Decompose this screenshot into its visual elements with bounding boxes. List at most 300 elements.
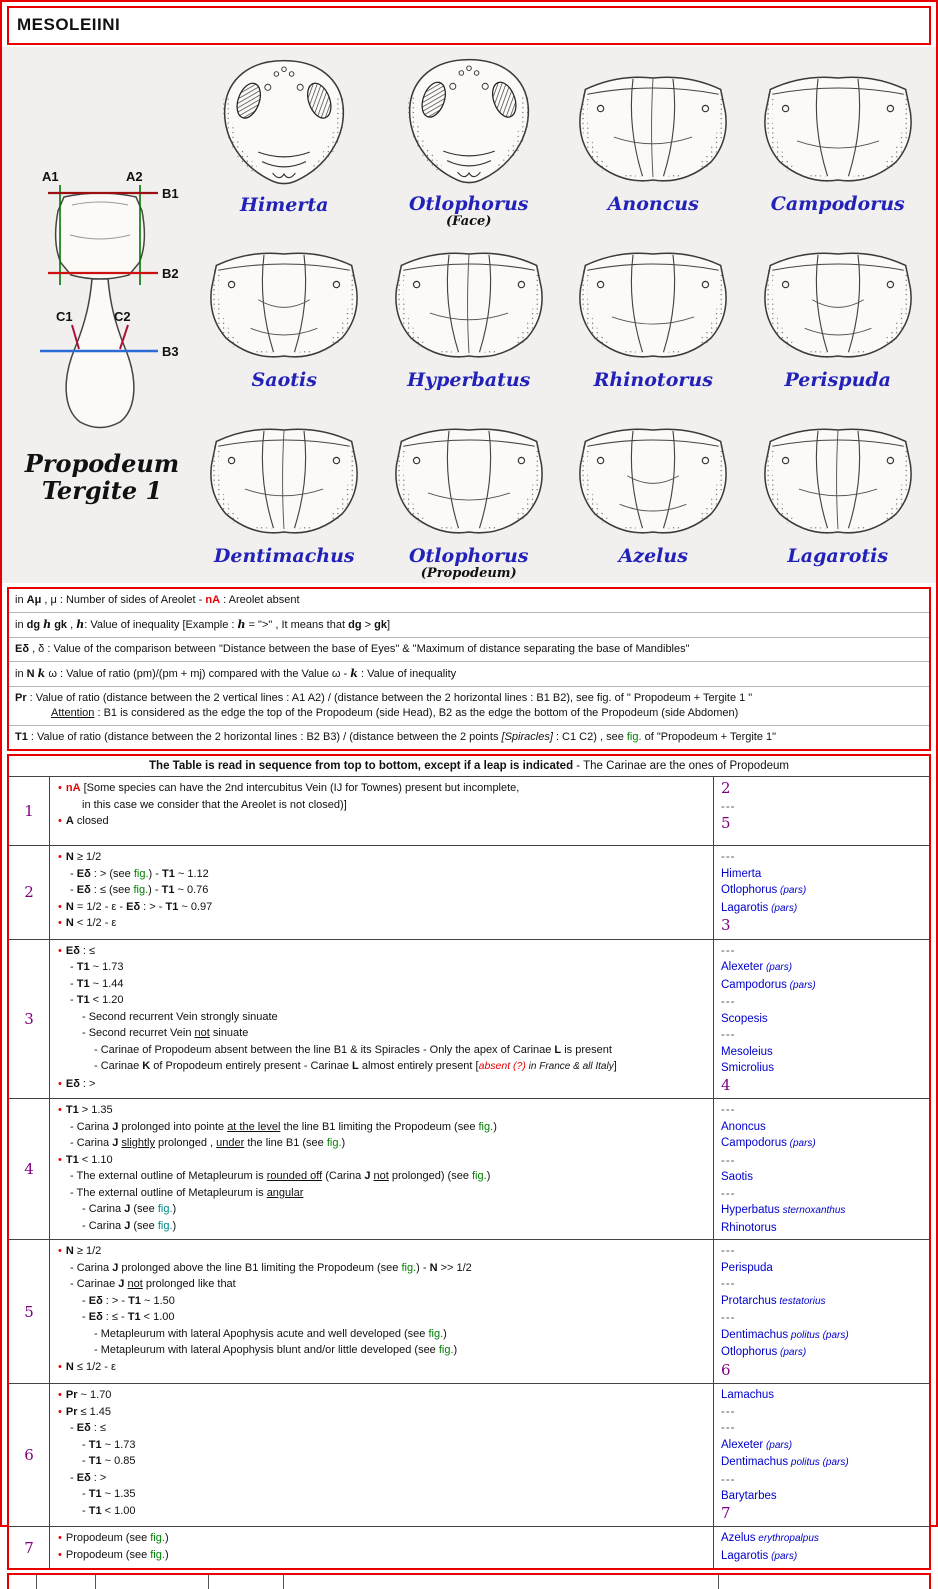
text-segment: < 1.10 <box>78 1153 113 1166</box>
figure-cell-otlophorus <box>377 53 562 229</box>
propodeum-diagram <box>12 53 192 581</box>
text-segment: - The external outline of Metapleurum is <box>70 1170 267 1182</box>
text-segment: under <box>216 1137 245 1149</box>
text-segment: - Carina <box>70 1120 113 1133</box>
genus-line <box>721 1243 927 1260</box>
text-segment: Eδ <box>76 867 91 880</box>
criteria-line <box>52 1260 709 1277</box>
genus-epithet[interactable]: politus (pars) <box>788 1329 849 1341</box>
figure-grid <box>12 53 930 581</box>
text-segment: angular <box>266 1186 304 1199</box>
genus-link[interactable]: Lagarotis <box>721 1549 769 1562</box>
fig-link[interactable]: fig. <box>326 1137 342 1149</box>
genus-line <box>721 943 927 960</box>
diagram-label-c2: C2 <box>114 309 131 324</box>
page-title: MESOLEIINI <box>17 15 121 34</box>
text-segment: ) <box>172 1219 177 1232</box>
fig-link[interactable]: fig. <box>478 1120 494 1133</box>
figure-cell-saotis <box>192 229 377 405</box>
text-segment: : > <box>79 1077 96 1090</box>
row-number: 5 <box>9 1240 50 1383</box>
bullet-icon: • <box>58 917 62 929</box>
text-segment: ) <box>493 1120 497 1133</box>
criteria-line <box>52 1152 709 1169</box>
text-segment: ~ 1.50 <box>140 1294 175 1307</box>
fig-link[interactable]: fig. <box>157 1203 173 1215</box>
text-segment: ~ 0.76 <box>174 884 209 896</box>
text-segment: Aμ <box>26 594 42 606</box>
insect-head-drawing <box>388 52 550 194</box>
genus-link[interactable]: Lagarotis <box>721 901 769 914</box>
text-segment: prolonged) (see <box>388 1170 472 1182</box>
text-segment: K <box>142 1060 151 1072</box>
genus-link[interactable]: Saotis <box>721 1171 753 1183</box>
genus-link[interactable]: Azelus <box>721 1532 756 1544</box>
text-segment: almost entirely present [ <box>358 1060 479 1072</box>
text-segment: Pr <box>65 1405 78 1418</box>
genus-line <box>721 882 927 900</box>
criteria-line <box>52 1243 709 1260</box>
genus-line <box>721 866 927 883</box>
text-segment: >> 1/2 <box>437 1261 472 1274</box>
genus-line <box>721 1011 927 1028</box>
text-segment: in this case we consider that the Areolet is not closed)] <box>82 798 347 811</box>
fig-link[interactable]: fig. <box>150 1532 165 1544</box>
stub-divider <box>718 1575 719 1589</box>
criteria-line <box>52 959 709 976</box>
genus-cell <box>714 1240 929 1383</box>
dash-placeholder: --- <box>721 1473 736 1486</box>
text-segment: closed <box>73 815 109 827</box>
text-segment: ) - <box>416 1261 430 1274</box>
leap-number: 3 <box>721 916 731 934</box>
genus-line <box>721 1454 927 1472</box>
text-segment: N <box>429 1261 438 1274</box>
fig-link[interactable]: fig. <box>133 884 149 896</box>
text-segment: A <box>65 815 74 827</box>
text-segment: absent (?) <box>478 1060 526 1072</box>
genus-line <box>721 1293 927 1311</box>
text-segment: N <box>65 1245 74 1257</box>
criteria-line <box>52 1503 709 1520</box>
genus-line <box>721 900 927 918</box>
insect-propodeum-drawing <box>388 416 550 546</box>
bullet-icon: • <box>58 815 62 827</box>
text-segment: - Carina <box>82 1203 125 1215</box>
text-segment: in <box>15 668 27 680</box>
genus-link[interactable]: Barytarbes <box>721 1490 777 1502</box>
text-segment: = 1/2 - ε - <box>73 900 127 913</box>
figure-cell-himerta <box>192 53 377 229</box>
text-segment: - <box>70 867 77 880</box>
text-segment: > <box>361 619 375 631</box>
text-segment: : ≤ <box>79 944 96 957</box>
figure-label: Otlophorus <box>408 545 529 567</box>
criteria-line <box>52 1437 709 1454</box>
criteria-cell <box>50 940 714 1099</box>
figure-cell-campodorus <box>746 53 931 229</box>
leap-number: 7 <box>721 1503 731 1522</box>
figure-cell-anoncus <box>561 53 746 229</box>
text-segment: prolonged like that <box>142 1278 236 1290</box>
text-segment: - <box>82 1438 89 1451</box>
text-segment: rounded off <box>266 1170 323 1182</box>
criteria-line <box>52 1102 709 1119</box>
text-segment: N <box>65 1360 74 1373</box>
diagram-label-c1: C1 <box>56 309 73 324</box>
criteria-line <box>52 1326 709 1343</box>
legend-line <box>15 593 923 608</box>
bullet-icon: • <box>58 1389 62 1401</box>
criteria-line <box>52 943 709 960</box>
key-row <box>9 939 929 1099</box>
text-segment: - <box>70 884 77 896</box>
genus-line <box>721 917 927 936</box>
text-segment: dg <box>348 619 362 631</box>
legend-line <box>15 617 923 633</box>
genus-link[interactable]: Campodorus <box>721 978 787 991</box>
genus-link[interactable]: Scopesis <box>721 1012 768 1025</box>
criteria-line <box>52 780 709 797</box>
text-segment: prolonged into pointe <box>118 1120 228 1133</box>
criteria-line <box>52 882 709 899</box>
text-segment: - <box>82 1504 89 1517</box>
text-segment: - <box>70 1471 77 1484</box>
text-segment: : C1 C2) , see <box>552 731 627 743</box>
dash-placeholder: --- <box>721 800 736 813</box>
text-segment: - <box>70 1422 77 1434</box>
text-segment: T1 <box>88 1488 102 1500</box>
genus-epithet[interactable]: erythropalpus <box>755 1533 819 1544</box>
bullet-icon: • <box>58 1153 62 1166</box>
genus-epithet[interactable]: (pars) <box>777 885 807 896</box>
leap-number: 4 <box>721 1075 731 1094</box>
diagram-caption-line2: Tergite 1 <box>41 476 163 505</box>
text-segment: gk <box>54 619 68 631</box>
text-segment: of "Propodeum + Tergite 1" <box>641 731 777 743</box>
dash-placeholder: --- <box>721 1405 736 1418</box>
row-number: 6 <box>9 1384 50 1526</box>
key-row <box>9 1239 929 1383</box>
genus-epithet[interactable]: (pars) <box>768 902 798 914</box>
text-segment: ~ 0.97 <box>178 900 213 913</box>
figure-label: Campodorus <box>770 193 905 215</box>
text-segment: ] <box>613 1060 617 1072</box>
genus-link[interactable]: Dentimachus <box>721 1328 789 1341</box>
row-number: 4 <box>9 1099 50 1239</box>
text-segment: in France & all Italy <box>525 1061 614 1072</box>
genus-line <box>721 1505 927 1524</box>
text-segment: Propodeum (see <box>65 1532 151 1544</box>
legend-line <box>15 666 923 682</box>
fig-link[interactable]: fig. <box>626 731 642 743</box>
text-segment: Eδ <box>65 1077 80 1090</box>
genus-link[interactable]: Alexeter <box>721 1438 764 1451</box>
text-segment: (see <box>130 1219 158 1232</box>
genus-link[interactable]: Anoncus <box>721 1120 766 1133</box>
text-segment: Eδ <box>65 944 80 957</box>
criteria-cell <box>50 846 714 939</box>
genus-link[interactable]: Otlophorus <box>721 1346 778 1358</box>
genus-line <box>721 780 927 799</box>
criteria-line <box>52 1404 709 1421</box>
table-header <box>9 756 929 777</box>
text-segment: : Value of ratio (distance between the 2 horizontal lines : B2 B3) / (distance between the 2 points <box>27 731 502 743</box>
bullet-icon: • <box>58 1405 62 1418</box>
key-row <box>9 1526 929 1568</box>
text-segment: : ≤ <box>90 1422 106 1434</box>
text-segment: > 1.35 <box>78 1104 113 1116</box>
criteria-line <box>52 1076 709 1093</box>
genus-cell <box>714 1099 929 1239</box>
genus-epithet[interactable]: politus (pars) <box>788 1457 849 1468</box>
text-segment: : Value of ratio (distance between the 2 vertical lines : A1 A2) / (distance between the 2 horizontal lines : B1 B2), see fig. of " Propodeum + Tergite 1 " <box>26 692 753 704</box>
text-segment: slightly <box>121 1137 155 1149</box>
legend-box <box>7 587 931 751</box>
criteria-line <box>52 1453 709 1470</box>
fig-link[interactable]: fig. <box>150 1548 165 1561</box>
text-segment: J <box>118 1278 125 1290</box>
genus-link[interactable]: Otlophorus <box>721 884 778 896</box>
text-segment: ~ 1.70 <box>77 1389 112 1401</box>
genus-line <box>721 1044 927 1061</box>
text-segment: gk <box>374 619 387 631</box>
dash-placeholder: --- <box>721 1278 736 1290</box>
genus-line <box>721 1027 927 1044</box>
figure-cell-perispuda <box>746 229 931 405</box>
fig-link[interactable]: fig. <box>157 1219 173 1232</box>
genus-link[interactable]: Campodorus <box>721 1137 787 1149</box>
text-segment: Eδ <box>88 1294 103 1307</box>
text-segment: the line B1 limiting the Propodeum (see <box>280 1120 479 1133</box>
criteria-line <box>52 866 709 883</box>
figure-cell-hyperbatus <box>377 229 562 405</box>
criteria-line <box>52 1530 709 1547</box>
text-segment: Eδ <box>76 884 91 896</box>
text-segment: - <box>82 1488 89 1500</box>
criteria-line <box>52 1201 709 1218</box>
text-segment: ) <box>341 1137 346 1149</box>
leap-number: 2 <box>721 779 731 797</box>
text-segment: ) <box>443 1327 447 1340</box>
genus-link[interactable]: Protarchus <box>721 1294 777 1307</box>
text-segment: J <box>124 1203 131 1215</box>
text-segment: , μ : Number of sides of Areolet - <box>41 594 206 606</box>
genus-link[interactable]: Lamachus <box>721 1389 775 1401</box>
table-header-bold: The Table is read in sequence from top to bottom, except if a leap is indicated <box>149 760 574 772</box>
genus-line <box>721 1437 927 1455</box>
text-segment: ≤ 1/2 - ε <box>73 1360 116 1373</box>
genus-line <box>721 1548 927 1566</box>
legend-line <box>15 706 923 721</box>
text-segment: , δ : Value of the comparison between "Distance between the base of Eyes" & "Maximum of distance separating the base of Mandibles" <box>29 643 690 655</box>
genus-epithet[interactable]: (pars) <box>786 979 816 991</box>
stub-divider <box>208 1575 209 1589</box>
fig-link[interactable]: fig. <box>438 1344 454 1356</box>
genus-epithet[interactable]: (pars) <box>786 1138 816 1149</box>
text-segment: : B1 is considered as the edge the top of the Propodeum (side Head), B2 as the edge the bottom of the Propodeum (side Abdomen) <box>94 707 739 719</box>
genus-line <box>721 1260 927 1277</box>
criteria-line <box>52 813 709 830</box>
text-segment: (Carina <box>322 1170 365 1182</box>
fig-link[interactable]: fig. <box>401 1261 417 1274</box>
criteria-cell <box>50 1527 714 1568</box>
text-segment: ) <box>164 1532 169 1544</box>
figure-label: Dentimachus <box>213 545 355 567</box>
genus-cell <box>714 777 929 845</box>
genus-line <box>721 1077 927 1096</box>
fig-link[interactable]: fig. <box>133 867 149 880</box>
bullet-icon: • <box>58 1077 62 1090</box>
genus-line <box>721 1135 927 1153</box>
text-segment: ~ 1.73 <box>89 961 124 973</box>
genus-line <box>721 1202 927 1220</box>
genus-line <box>721 1530 927 1548</box>
genus-line <box>721 1344 927 1362</box>
text-segment: L <box>352 1060 359 1072</box>
genus-link[interactable]: Rhinotorus <box>721 1221 777 1234</box>
genus-cell <box>714 1384 929 1526</box>
criteria-line <box>52 1547 709 1564</box>
legend-row <box>9 612 929 637</box>
dash-placeholder: --- <box>721 1422 736 1434</box>
table-header-rest: - The Carinae are the ones of Propodeum <box>573 760 789 772</box>
text-segment: ) <box>486 1170 491 1182</box>
genus-epithet[interactable]: (pars) <box>763 962 793 973</box>
text-segment: ] <box>386 619 390 631</box>
text-segment: - Carinae <box>70 1278 119 1290</box>
stub-divider <box>95 1575 96 1589</box>
genus-line <box>721 849 927 866</box>
fig-link[interactable]: fig. <box>428 1327 444 1340</box>
text-segment: : ≤ - <box>102 1311 128 1323</box>
text-segment: is present <box>561 1043 612 1056</box>
text-segment: ≥ 1/2 <box>73 851 102 863</box>
genus-link[interactable]: Alexeter <box>721 961 764 973</box>
bullet-icon: • <box>58 900 62 913</box>
bullet-icon: • <box>58 782 62 794</box>
text-segment: < 1.20 <box>89 994 124 1006</box>
genus-line <box>721 959 927 977</box>
text-segment: < 1.00 <box>140 1311 175 1323</box>
text-segment: - Carinae <box>94 1060 143 1072</box>
genus-epithet[interactable]: (pars) <box>763 1439 793 1451</box>
figure-cell-azelus <box>561 405 746 581</box>
text-segment: k <box>350 667 358 680</box>
text-segment: - Metapleurum with lateral Apophysis blunt and/or little developed (see <box>94 1344 439 1356</box>
bullet-icon: • <box>58 1245 62 1257</box>
insect-propodeum-drawing <box>203 240 365 370</box>
text-segment: Eδ <box>76 1471 91 1484</box>
legend-row <box>9 661 929 686</box>
text-segment: Attention <box>51 707 95 719</box>
genus-link[interactable]: Mesoleius <box>721 1045 773 1058</box>
genus-epithet[interactable]: (pars) <box>768 1550 798 1562</box>
text-segment: ~ 1.35 <box>101 1488 136 1500</box>
criteria-line <box>52 1342 709 1359</box>
genus-line <box>721 1220 927 1237</box>
bullet-icon: • <box>58 851 62 863</box>
text-segment: N <box>65 900 74 913</box>
text-segment: - Carina <box>70 1137 113 1149</box>
genus-link[interactable]: Smicrolius <box>721 1062 775 1074</box>
dash-placeholder: --- <box>721 1029 736 1041</box>
text-segment: at the level <box>227 1120 281 1133</box>
text-segment: : > <box>90 1471 107 1484</box>
text-segment: T1 <box>88 1438 102 1451</box>
criteria-cell <box>50 777 714 845</box>
criteria-cell <box>50 1240 714 1383</box>
bullet-icon: • <box>58 944 62 957</box>
genus-epithet[interactable]: testatorius <box>776 1295 826 1307</box>
text-segment: : > (see <box>90 867 134 880</box>
criteria-line <box>52 1470 709 1487</box>
figure-label: Anoncus <box>607 193 699 215</box>
diagram-caption <box>12 450 192 504</box>
insect-propodeum-drawing <box>757 416 919 546</box>
text-segment: in <box>15 619 27 631</box>
text-segment: J <box>364 1170 371 1182</box>
text-segment: < 1/2 - ε <box>73 917 117 929</box>
criteria-line <box>52 1218 709 1235</box>
genus-line <box>721 815 927 834</box>
text-segment: [Spiracles] <box>501 731 553 743</box>
figure-sublabel: (Propodeum) <box>420 566 517 581</box>
legend-row <box>9 589 929 612</box>
criteria-line <box>52 899 709 916</box>
criteria-line <box>52 915 709 932</box>
bullet-icon: • <box>58 1548 62 1561</box>
figure-cell-dentimachus <box>192 405 377 581</box>
dash-placeholder: --- <box>721 1104 736 1116</box>
genus-line <box>721 1404 927 1421</box>
genus-line <box>721 1362 927 1381</box>
text-segment: - Carinae of Propodeum absent between the line B1 & its Spiracles - Only the apex of Carinae <box>94 1043 555 1056</box>
criteria-line <box>52 1359 709 1376</box>
fig-link[interactable]: fig. <box>472 1170 487 1182</box>
dash-placeholder: --- <box>721 1245 736 1257</box>
criteria-line <box>52 1168 709 1185</box>
text-segment: Eδ <box>88 1311 103 1323</box>
legend-row <box>9 725 929 749</box>
genus-epithet[interactable]: (pars) <box>777 1347 807 1358</box>
genus-epithet[interactable]: sternoxanthus <box>779 1205 846 1216</box>
legend-line <box>15 642 923 657</box>
text-segment: T1 <box>162 867 175 880</box>
genus-cell <box>714 940 929 1099</box>
legend-line <box>15 691 923 706</box>
diagram-label-a1: A1 <box>42 169 59 184</box>
text-segment: Pr <box>65 1389 78 1401</box>
text-segment: h <box>43 618 52 631</box>
text-segment: - Metapleurum with lateral Apophysis acute and well developed (see <box>94 1327 429 1340</box>
criteria-line <box>52 1042 709 1059</box>
genus-link[interactable]: Dentimachus <box>721 1456 789 1468</box>
genus-link[interactable]: Hyperbatus <box>721 1204 780 1216</box>
text-segment: T1 <box>161 884 175 896</box>
text-segment: T1 <box>76 994 90 1006</box>
genus-link[interactable]: Perispuda <box>721 1261 773 1274</box>
text-segment: - Carina <box>82 1219 125 1232</box>
row-number: 2 <box>9 846 50 939</box>
text-segment: not <box>194 1027 210 1039</box>
text-segment: J <box>112 1120 119 1133</box>
text-segment: : ≤ (see <box>90 884 134 896</box>
criteria-line <box>52 1276 709 1293</box>
genus-link[interactable]: Himerta <box>721 867 762 880</box>
stub-divider <box>36 1575 37 1589</box>
text-segment: ) - <box>148 884 162 896</box>
